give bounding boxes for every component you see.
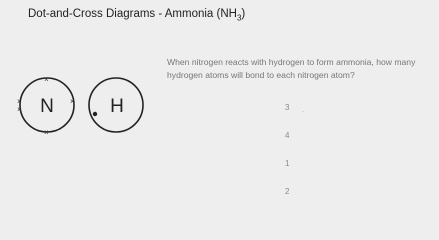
electron-dot [93,112,97,116]
dot-cross-diagram [0,0,180,196]
answer-option-3[interactable]: 3 [285,103,290,112]
electron-cross-bottom: × [44,128,49,137]
nitrogen-symbol: N [40,96,54,117]
title-close: ) [241,8,246,20]
electron-cross-top: × [44,75,49,84]
electron-cross-right: × [70,97,75,106]
question-text: When nitrogen reacts with hydrogen to form ammonia, how many hydrogen atoms will bond to each nitrogen atom? [167,57,416,80]
title-text: Dot-and-Cross Diagrams - Ammonia (NH [28,8,237,20]
hydrogen-symbol: H [110,96,124,117]
title-subscript: 3 [236,13,242,23]
answer-option-2[interactable]: 2 [285,187,290,196]
option-separator: - [302,107,305,116]
electron-cross-left-1: × [17,97,22,106]
answer-option-1[interactable]: 1 [285,159,290,168]
electron-cross-left-2: × [17,105,22,114]
answer-option-4[interactable]: 4 [285,131,290,140]
